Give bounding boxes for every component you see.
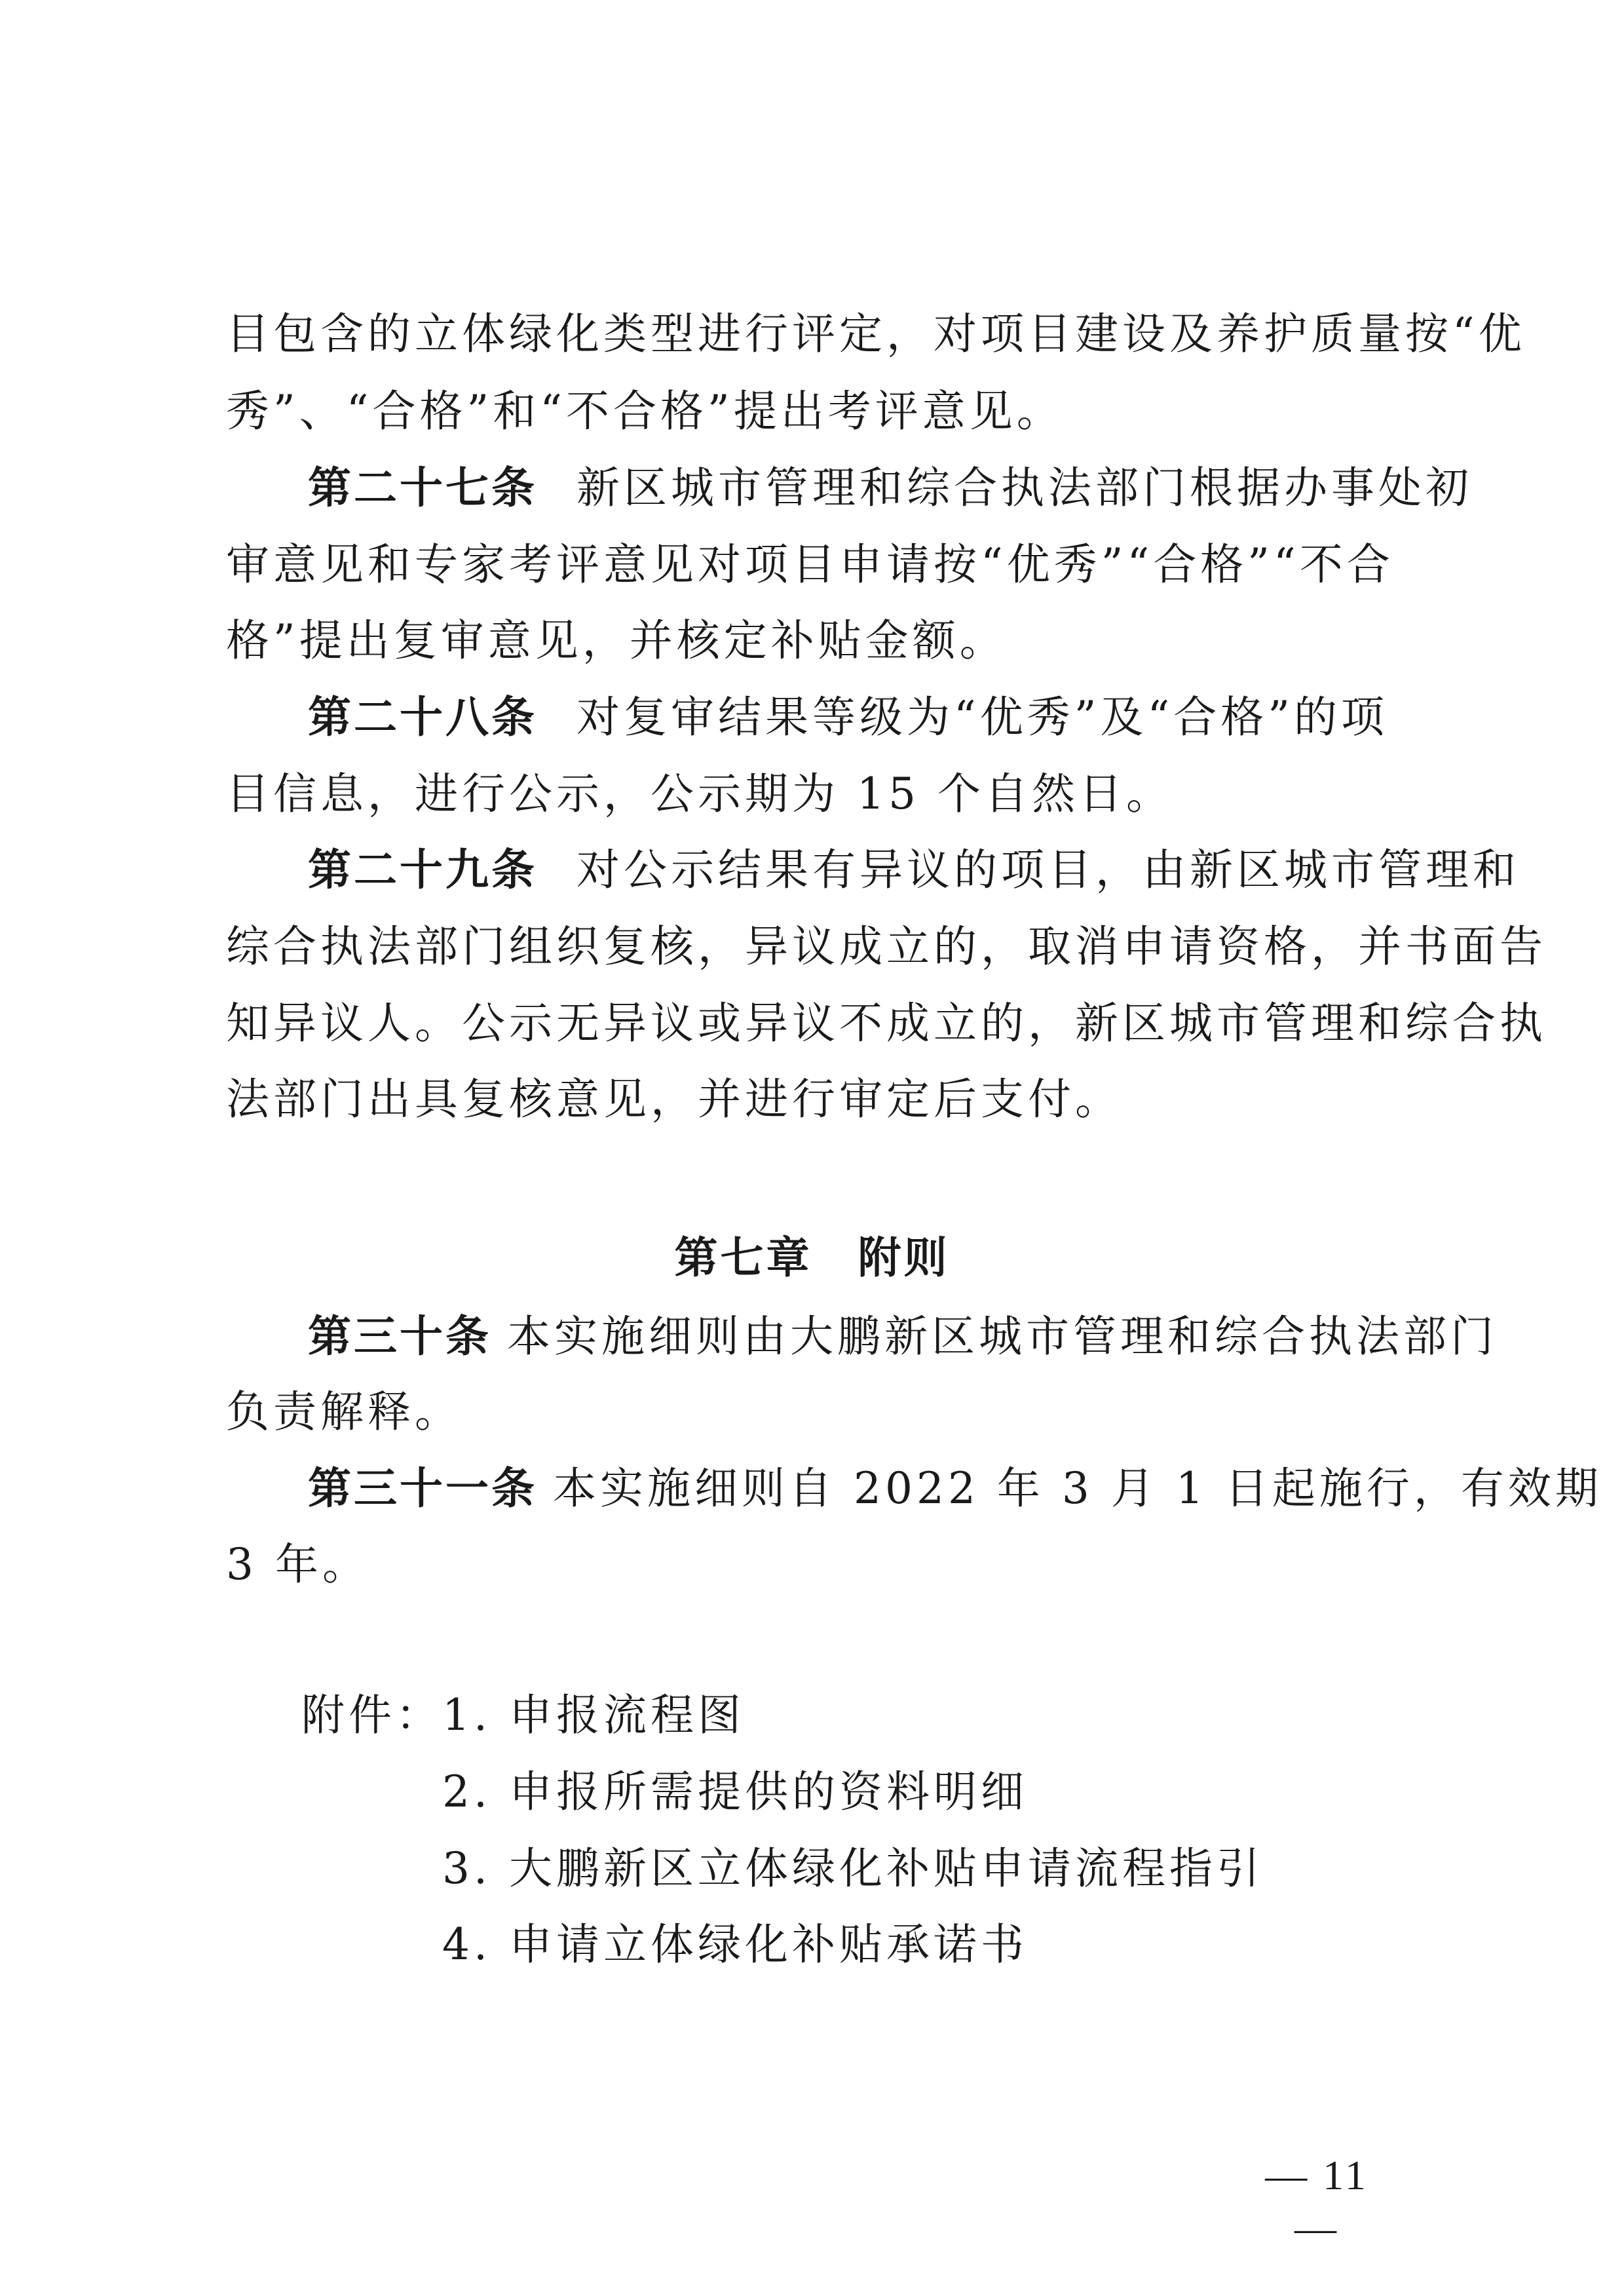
article-text: 新区城市管理和综合执法部门根据办事处初 [576, 463, 1473, 513]
attachments-label: 附件： [301, 1690, 443, 1740]
article-28 [308, 691, 1431, 744]
paragraph-line: 格”提出复审意见，并核定补贴金额。 [226, 615, 1007, 666]
article-title: 第二十七条 [308, 463, 537, 513]
paragraph-line: 秀”、“合格”和“不合格”提出考评意见。 [226, 386, 1064, 436]
paragraph-line: 法部门出具复核意见，并进行审定后支付。 [226, 1074, 1122, 1124]
article-title: 第三十一条 [308, 1463, 537, 1514]
article-title: 第二十八条 [308, 692, 537, 742]
article-title: 第三十条 [308, 1311, 491, 1362]
page-number: — 11 — [1265, 2152, 1369, 2251]
paragraph-line: 3 年。 [226, 1539, 369, 1590]
article-27 [308, 462, 1473, 514]
paragraph-line: 审意见和专家考评意见对项目申请按“优秀”“合格”“不合 [226, 539, 1394, 590]
article-29 [308, 844, 1520, 896]
attachment-item-3: 3. 大鹏新区立体绿化补贴申请流程指引 [442, 1843, 1264, 1894]
article-text: 对公示结果有异议的项目，由新区城市管理和 [576, 845, 1520, 895]
paragraph-line: 目信息，进行公示，公示期为 15 个自然日。 [226, 769, 1173, 819]
article-text: 对复审结果等级为“优秀”及“合格”的项 [576, 692, 1388, 742]
paragraph-line: 知异议人。公示无异议或异议不成立的，新区城市管理和综合执 [226, 998, 1547, 1048]
chapter-heading: 第七章 附则 [674, 1233, 950, 1283]
attachment-item-4: 4. 申请立体绿化补贴承诺书 [442, 1919, 1028, 1970]
attachment-item-2: 2. 申报所需提供的资料明细 [442, 1767, 1028, 1817]
article-30 [308, 1311, 1498, 1363]
paragraph-line: 综合执法部门组织复核，异议成立的，取消申请资格，并书面告 [226, 921, 1547, 972]
paragraph-line: 负责解释。 [226, 1387, 462, 1437]
article-text: 本实施细则自 2022 年 3 月 1 日起施行，有效期 [553, 1463, 1602, 1514]
attachment-item-1: 1. 申报流程图 [442, 1690, 745, 1740]
article-text: 本实施细则由大鹏新区城市管理和综合执法部门 [507, 1311, 1498, 1362]
paragraph-line: 目包含的立体绿化类型进行评定，对项目建设及养护质量按“优 [226, 309, 1526, 359]
article-31 [308, 1463, 1602, 1515]
article-title: 第二十九条 [308, 845, 537, 895]
